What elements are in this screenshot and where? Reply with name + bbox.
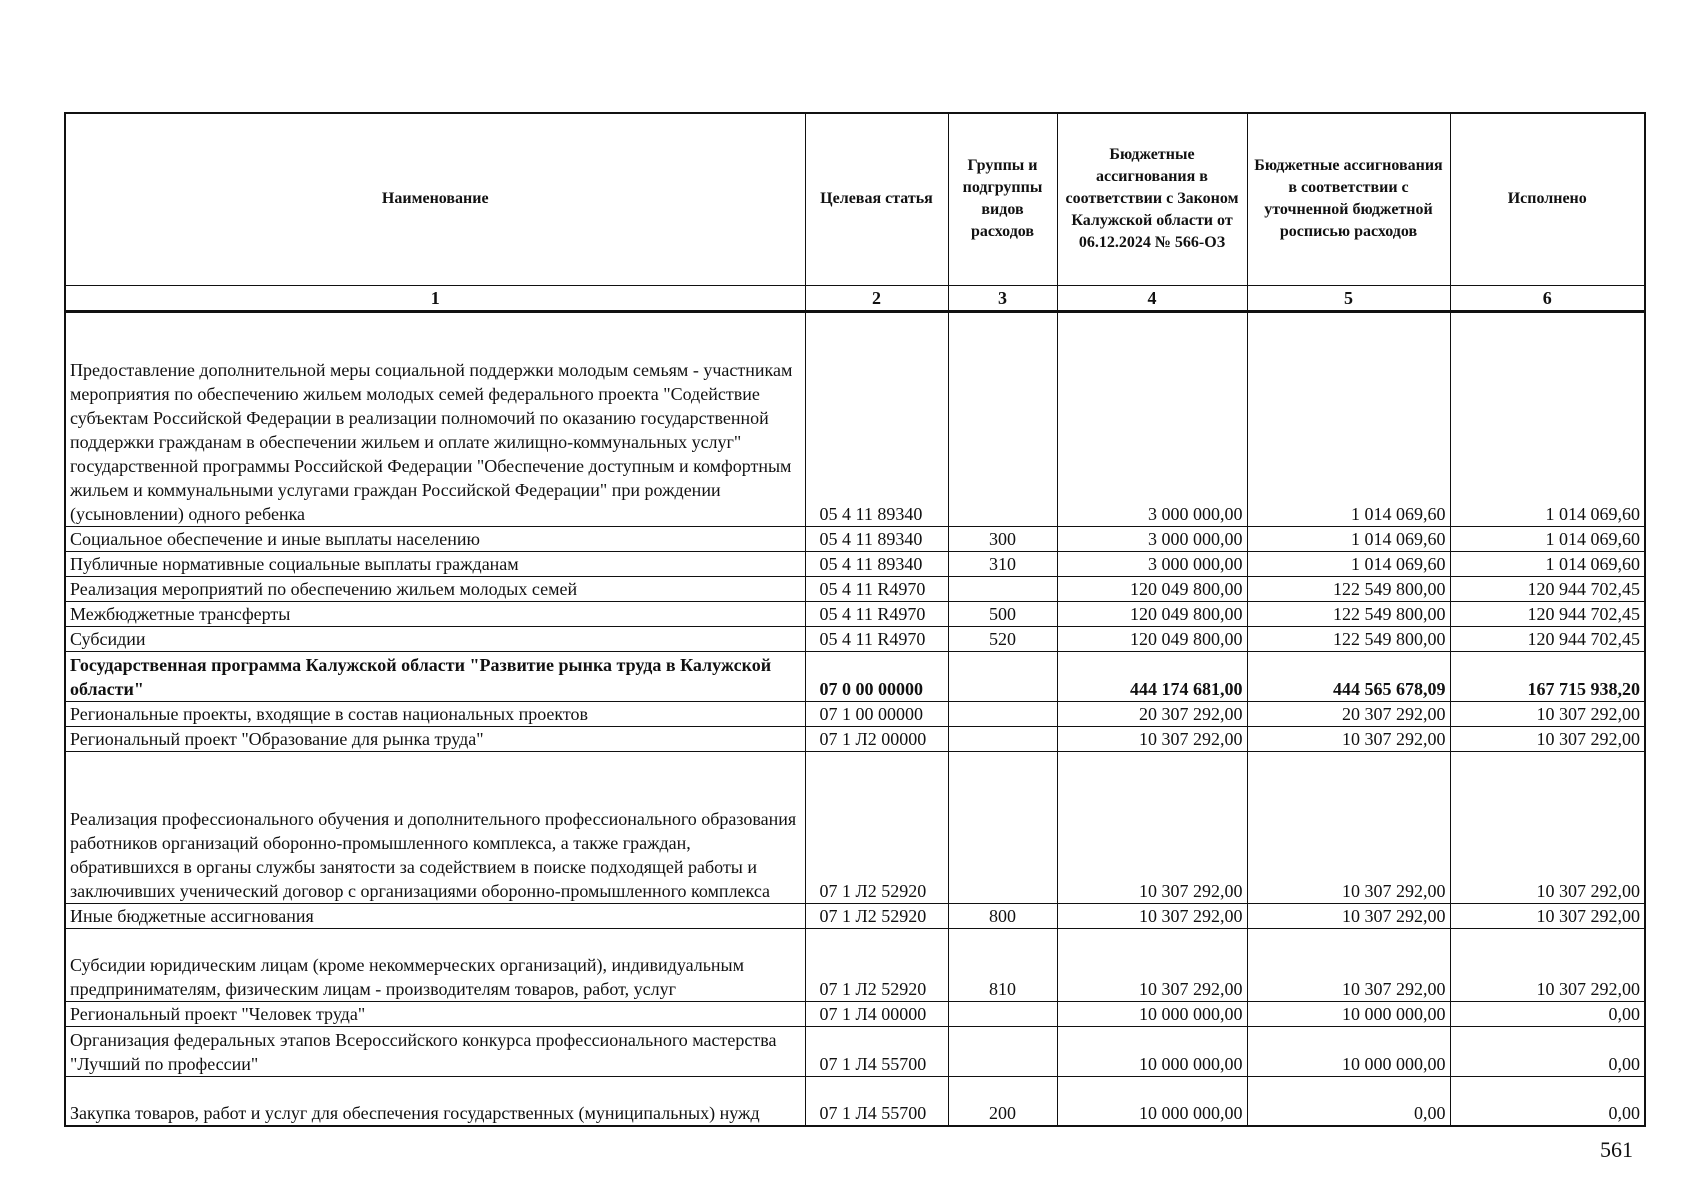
- row-refined-amount: 1 014 069,60: [1247, 526, 1450, 551]
- row-target-article: 07 1 Л4 55700: [805, 1076, 948, 1126]
- header-name: Наименование: [65, 113, 805, 285]
- row-executed-amount: 1 014 069,60: [1450, 526, 1645, 551]
- row-law-amount: 3 000 000,00: [1057, 311, 1247, 526]
- table-row: [65, 1076, 1645, 1126]
- row-expense-group: 310: [948, 551, 1057, 576]
- row-name: Субсидии юридическим лицам (кроме некоммерческих организаций), индивидуальным предпринимателям, физическим лицам - производителям товаров, работ, услуг: [65, 928, 805, 1001]
- row-executed-amount: 0,00: [1450, 1076, 1645, 1126]
- row-refined-amount: 10 307 292,00: [1247, 726, 1450, 751]
- row-target-article: 05 4 11 R4970: [805, 601, 948, 626]
- row-refined-amount: 444 565 678,09: [1247, 651, 1450, 701]
- header-target-article: Целевая статья: [805, 113, 948, 285]
- row-target-article: 07 0 00 00000: [805, 651, 948, 701]
- row-target-article: 05 4 11 89340: [805, 551, 948, 576]
- row-refined-amount: 20 307 292,00: [1247, 701, 1450, 726]
- row-target-article: 05 4 11 89340: [805, 311, 948, 526]
- row-law-amount: 120 049 800,00: [1057, 576, 1247, 601]
- column-number: 1: [65, 285, 805, 311]
- row-law-amount: 120 049 800,00: [1057, 601, 1247, 626]
- row-name: Реализация профессионального обучения и дополнительного профессионального образования работников организаций оборонно-промышленного комплекса, а также граждан, обратившихся в органы службы занятости за содействием в поиске подходящей работы и заключивших ученический договор с организациями оборонно-промышленного комплекса: [65, 751, 805, 903]
- row-executed-amount: 0,00: [1450, 1026, 1645, 1076]
- page-number: 561: [1600, 1137, 1633, 1162]
- row-name: Реализация мероприятий по обеспечению жильем молодых семей: [65, 576, 805, 601]
- row-target-article: 05 4 11 R4970: [805, 576, 948, 601]
- row-expense-group: [948, 311, 1057, 526]
- table-row: [65, 903, 1645, 928]
- header-law-allocations: Бюджетные ассигнования в соответствии с Законом Калужской области от 06.12.2024 № 566-ОЗ: [1057, 113, 1247, 285]
- row-target-article: 07 1 Л2 52920: [805, 928, 948, 1001]
- row-refined-amount: 10 000 000,00: [1247, 1001, 1450, 1026]
- row-law-amount: 10 307 292,00: [1057, 726, 1247, 751]
- table-row: [65, 526, 1645, 551]
- row-executed-amount: 0,00: [1450, 1001, 1645, 1026]
- table-row: [65, 701, 1645, 726]
- row-target-article: 07 1 Л2 52920: [805, 903, 948, 928]
- row-name: Организация федеральных этапов Всероссийского конкурса профессионального мастерства "Лучший по профессии": [65, 1026, 805, 1076]
- row-target-article: 05 4 11 R4970: [805, 626, 948, 651]
- row-expense-group: [948, 576, 1057, 601]
- row-refined-amount: 10 307 292,00: [1247, 903, 1450, 928]
- row-refined-amount: 1 014 069,60: [1247, 551, 1450, 576]
- table-row: [65, 311, 1645, 526]
- row-name: Государственная программа Калужской области "Развитие рынка труда в Калужской области": [65, 651, 805, 701]
- row-law-amount: 10 000 000,00: [1057, 1001, 1247, 1026]
- row-name: Субсидии: [65, 626, 805, 651]
- row-expense-group: [948, 651, 1057, 701]
- row-name: Социальное обеспечение и иные выплаты населению: [65, 526, 805, 551]
- row-law-amount: 3 000 000,00: [1057, 526, 1247, 551]
- row-expense-group: 800: [948, 903, 1057, 928]
- row-target-article: 07 1 Л4 55700: [805, 1026, 948, 1076]
- row-executed-amount: 10 307 292,00: [1450, 701, 1645, 726]
- row-law-amount: 10 307 292,00: [1057, 903, 1247, 928]
- row-law-amount: 20 307 292,00: [1057, 701, 1247, 726]
- row-expense-group: [948, 751, 1057, 903]
- row-target-article: 07 1 Л2 52920: [805, 751, 948, 903]
- row-refined-amount: 122 549 800,00: [1247, 626, 1450, 651]
- table-row: [65, 751, 1645, 903]
- row-law-amount: 444 174 681,00: [1057, 651, 1247, 701]
- row-expense-group: [948, 726, 1057, 751]
- row-law-amount: 10 000 000,00: [1057, 1026, 1247, 1076]
- row-name: Региональный проект "Образование для рынка труда": [65, 726, 805, 751]
- row-name: Публичные нормативные социальные выплаты гражданам: [65, 551, 805, 576]
- row-refined-amount: 10 307 292,00: [1247, 751, 1450, 903]
- row-target-article: 07 1 Л2 00000: [805, 726, 948, 751]
- row-expense-group: 200: [948, 1076, 1057, 1126]
- row-law-amount: 10 000 000,00: [1057, 1076, 1247, 1126]
- row-refined-amount: 10 000 000,00: [1247, 1026, 1450, 1076]
- row-executed-amount: 10 307 292,00: [1450, 903, 1645, 928]
- table-row-program: [65, 651, 1645, 701]
- column-number: 2: [805, 285, 948, 311]
- row-executed-amount: 10 307 292,00: [1450, 751, 1645, 903]
- row-target-article: 05 4 11 89340: [805, 526, 948, 551]
- row-executed-amount: 1 014 069,60: [1450, 311, 1645, 526]
- column-number: 5: [1247, 285, 1450, 311]
- row-name: Иные бюджетные ассигнования: [65, 903, 805, 928]
- column-number: 3: [948, 285, 1057, 311]
- column-number: 6: [1450, 285, 1645, 311]
- header-executed: Исполнено: [1450, 113, 1645, 285]
- table-row: [65, 626, 1645, 651]
- row-expense-group: [948, 1001, 1057, 1026]
- row-law-amount: 10 307 292,00: [1057, 751, 1247, 903]
- row-expense-group: 300: [948, 526, 1057, 551]
- row-refined-amount: 1 014 069,60: [1247, 311, 1450, 526]
- row-name: Региональные проекты, входящие в состав национальных проектов: [65, 701, 805, 726]
- header-refined-allocations: Бюджетные ассигнования в соответствии с уточненной бюджетной росписью расходов: [1247, 113, 1450, 285]
- table-row: [65, 576, 1645, 601]
- table-row: [65, 601, 1645, 626]
- row-target-article: 07 1 00 00000: [805, 701, 948, 726]
- row-law-amount: 120 049 800,00: [1057, 626, 1247, 651]
- row-executed-amount: 120 944 702,45: [1450, 576, 1645, 601]
- table-row: [65, 1026, 1645, 1076]
- row-target-article: 07 1 Л4 00000: [805, 1001, 948, 1026]
- row-executed-amount: 10 307 292,00: [1450, 726, 1645, 751]
- row-law-amount: 10 307 292,00: [1057, 928, 1247, 1001]
- row-executed-amount: 120 944 702,45: [1450, 626, 1645, 651]
- header-row: [65, 113, 1645, 285]
- row-name: Региональный проект "Человек труда": [65, 1001, 805, 1026]
- column-number: 4: [1057, 285, 1247, 311]
- row-expense-group: 810: [948, 928, 1057, 1001]
- column-number-row: [65, 285, 1645, 311]
- row-refined-amount: 10 307 292,00: [1247, 928, 1450, 1001]
- row-name: Закупка товаров, работ и услуг для обеспечения государственных (муниципальных) нужд: [65, 1076, 805, 1126]
- budget-table: [64, 112, 1646, 1127]
- row-refined-amount: 122 549 800,00: [1247, 601, 1450, 626]
- row-expense-group: [948, 701, 1057, 726]
- row-executed-amount: 167 715 938,20: [1450, 651, 1645, 701]
- table-row: [65, 726, 1645, 751]
- row-refined-amount: 122 549 800,00: [1247, 576, 1450, 601]
- row-expense-group: 500: [948, 601, 1057, 626]
- row-executed-amount: 1 014 069,60: [1450, 551, 1645, 576]
- header-expense-groups: Группы и подгруппы видов расходов: [948, 113, 1057, 285]
- row-law-amount: 3 000 000,00: [1057, 551, 1247, 576]
- row-executed-amount: 120 944 702,45: [1450, 601, 1645, 626]
- row-expense-group: [948, 1026, 1057, 1076]
- row-executed-amount: 10 307 292,00: [1450, 928, 1645, 1001]
- table-row: [65, 551, 1645, 576]
- row-expense-group: 520: [948, 626, 1057, 651]
- row-name: Межбюджетные трансферты: [65, 601, 805, 626]
- table-row: [65, 928, 1645, 1001]
- row-refined-amount: 0,00: [1247, 1076, 1450, 1126]
- row-name: Предоставление дополнительной меры социальной поддержки молодым семьям - участникам мероприятия по обеспечению жильем молодых семей федерального проекта "Содействие субъектам Российской Федерации в реализации полномочий по оказанию государственной поддержки гражданам в обеспечении жильем и оплате жилищно-коммунальных услуг" государственной программы Российской Федерации "Обеспечение доступным и комфортным жильем и коммунальными услугами граждан Российской Федерации" при рождении (усыновлении) одного ребенка: [65, 311, 805, 526]
- table-row: [65, 1001, 1645, 1026]
